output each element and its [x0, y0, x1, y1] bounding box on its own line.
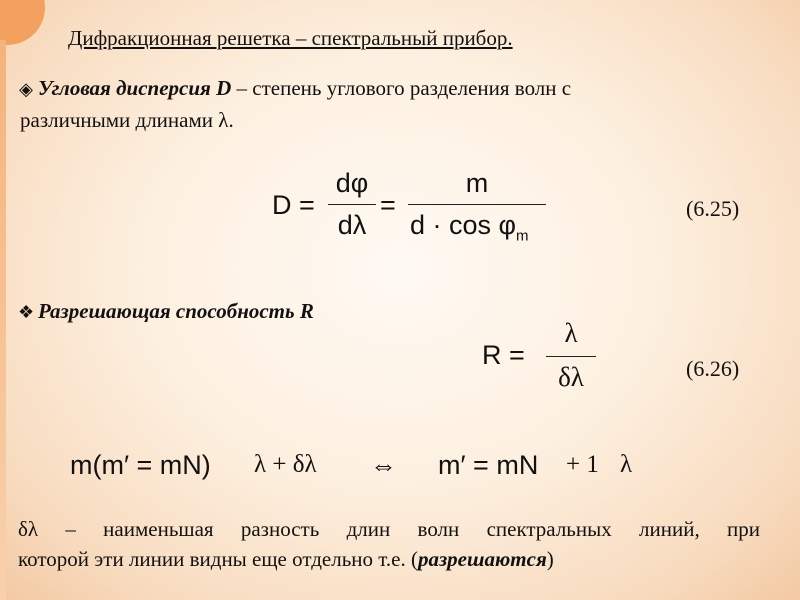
corner-decoration — [0, 0, 45, 45]
resolving-power-term: Разрешающая способность R — [38, 299, 314, 323]
resolving-power-line — [18, 296, 314, 327]
formula-626-num: λ — [564, 318, 578, 348]
formula-625-den2-text: d · cos φ — [410, 210, 517, 240]
formula-625-den2 — [410, 210, 529, 244]
formula-625-bar2 — [408, 204, 546, 205]
formula-625-den2-sub: m — [516, 227, 529, 245]
angular-dispersion-term: Угловая дисперсия D — [38, 76, 232, 100]
formula-626-den: δλ — [558, 362, 584, 392]
angular-dispersion-line1 — [18, 73, 571, 104]
angular-dispersion-line2: различными длинами λ. — [20, 108, 234, 132]
formula-626-bar — [546, 356, 596, 357]
formula-626-number: (6.26) — [686, 356, 740, 381]
slide-title: Дифракционная решетка – спектральный прибор. — [68, 26, 513, 50]
formula-626-lhs: R = — [482, 340, 525, 370]
footer-line1: δλ – наименьшая разность длин волн спектральных линий, при — [18, 517, 760, 541]
condition-left: m(m′ = mN) — [70, 450, 211, 480]
condition-left-lambda: λ + δλ — [254, 451, 317, 478]
left-border-decoration — [0, 40, 6, 600]
diamond-bullet-icon: ◈ — [19, 79, 33, 99]
formula-625-number: (6.25) — [686, 196, 740, 221]
formula-625-den1: dλ — [337, 210, 367, 240]
diamond-bullet-icon: ❖ — [18, 302, 35, 322]
footer-line2-close: ) — [546, 547, 554, 571]
footer-line2-text: которой эти линии видны еще отдельно т.е. ( — [18, 547, 418, 571]
formula-625-lhs: D = — [272, 190, 315, 220]
formula-625-num1: dφ — [335, 168, 369, 198]
footer-line2-emphasis: разрешаются — [417, 547, 547, 571]
angular-dispersion-text1: – степень углового разделения волн с — [231, 76, 572, 100]
footer-definition — [18, 514, 760, 574]
formula-625-num2: m — [465, 168, 489, 198]
condition-right: m′ = mN — [438, 450, 539, 480]
condition-right-lambda: λ — [620, 451, 633, 478]
equivalence-arrow-icon: ⇔ — [370, 450, 397, 480]
formula-625-bar1 — [328, 204, 376, 205]
condition-right-plus: + 1 — [566, 451, 599, 478]
formula-625-eq: = — [380, 190, 396, 220]
footer-line2 — [18, 544, 760, 574]
